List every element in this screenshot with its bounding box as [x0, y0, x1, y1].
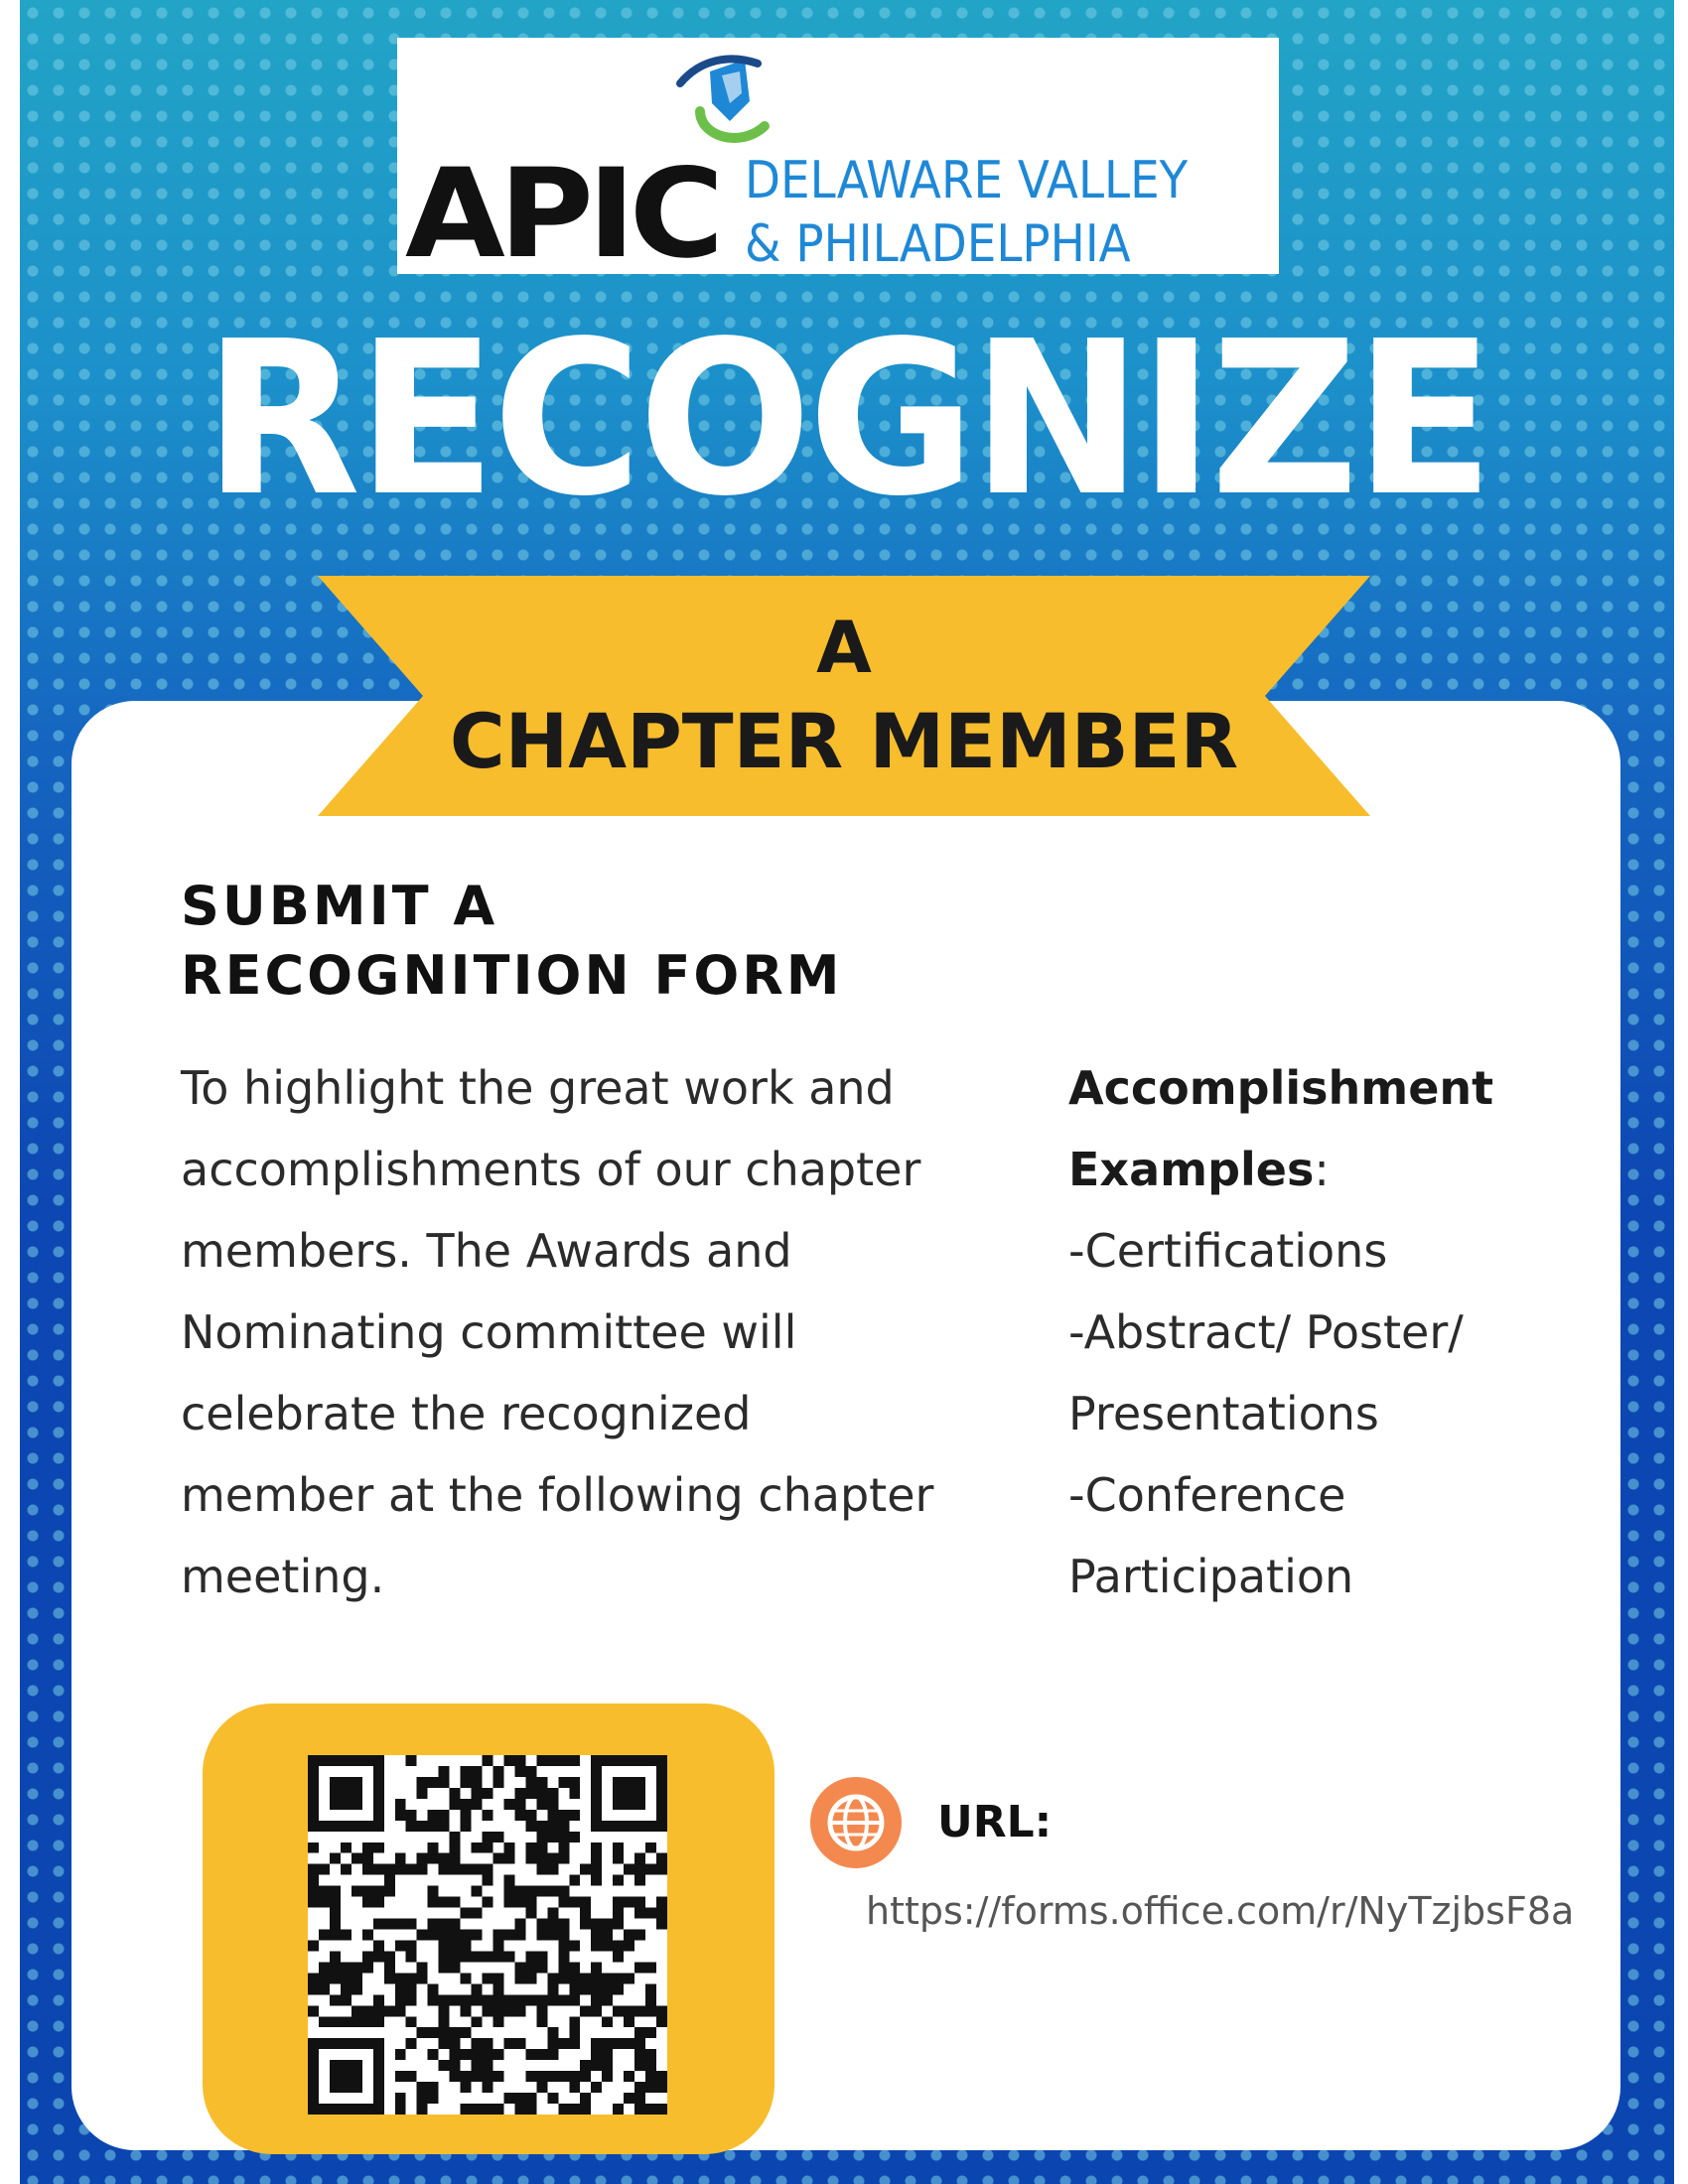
examples-heading-word: Examples: [1068, 1143, 1315, 1196]
description-line: celebrate the recognized: [181, 1387, 752, 1440]
logo-line-2: & PHILADELPHIA: [745, 214, 1131, 274]
description-line: members. The Awards and: [181, 1224, 792, 1278]
globe-icon: [810, 1777, 902, 1868]
url-label: URL:: [937, 1797, 1053, 1847]
examples-heading-line-2: [1068, 1129, 1585, 1210]
description-line: meeting.: [181, 1550, 385, 1603]
submit-heading: [181, 872, 975, 1011]
description-line: accomplishments of our chapter: [181, 1143, 921, 1196]
example-item: Participation: [1068, 1550, 1354, 1603]
qr-code-icon[interactable]: [308, 1755, 667, 2115]
poster: [20, 0, 1674, 2184]
submit-heading-line-1: SUBMIT A: [181, 875, 498, 937]
ribbon-line-2: CHAPTER MEMBER: [449, 697, 1239, 785]
apic-logo-mark-icon: [670, 42, 779, 151]
description-line: To highlight the great work and: [181, 1061, 895, 1115]
example-item: -Conference: [1068, 1468, 1346, 1522]
example-item: -Certifications: [1068, 1224, 1388, 1278]
description: [181, 1047, 1055, 1617]
examples-heading-colon: :: [1314, 1143, 1330, 1196]
submit-heading-line-2: RECOGNITION FORM: [181, 944, 843, 1007]
examples-heading-line-1: Accomplishment: [1068, 1061, 1494, 1115]
url-link[interactable]: https://forms.office.com/r/NyTzjbsF8a: [866, 1889, 1575, 1933]
logo-apic-text: APIC: [405, 143, 718, 286]
headline: RECOGNIZE: [204, 296, 1490, 543]
ribbon-line-1: A: [816, 606, 872, 689]
example-item: -Abstract/ Poster/: [1068, 1305, 1464, 1359]
description-line: Nominating committee will: [181, 1305, 797, 1359]
example-item: Presentations: [1068, 1387, 1379, 1440]
logo-line-1: DELAWARE VALLEY: [745, 151, 1189, 210]
accomplishment-examples: [1068, 1047, 1585, 1617]
logo: [397, 38, 1279, 286]
description-line: member at the following chapter: [181, 1468, 934, 1522]
